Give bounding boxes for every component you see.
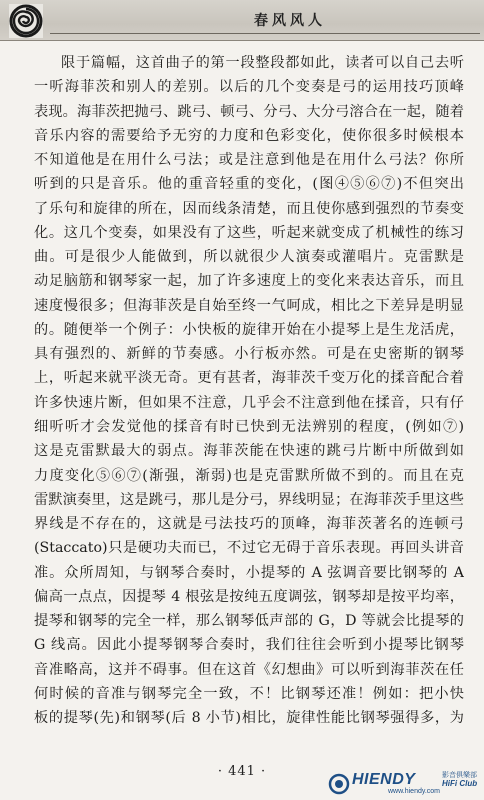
text-line: 何时候的音准与钢琴完全一致，不！比钢琴还准！例如：把小快 [34, 685, 464, 702]
text-line: 音准略高，这并不碍事。但在这首《幻想曲》可以听到海菲茨在任 [34, 661, 464, 678]
text-line: 细听听才会发觉他的揉音有时已快到无法辨别的程度，(例如⑦) [34, 418, 464, 435]
text-line: 不知道他是在用什么弓法；或是注意到他是在用什么弓法？你所 [34, 152, 464, 169]
swirl-logo-icon [9, 4, 43, 38]
text-line: 上，听起来就平淡无奇。更有甚者，海菲茨千变万化的揉音配合着 [34, 370, 464, 387]
text-line: 动足脑筋和钢琴家一起，加了许多速度上的变化来表达音乐，而且 [34, 273, 464, 290]
text-line: 曲。可是很少人能做到，所以就很少人演奏或灌唱片。克雷默是 [34, 249, 464, 266]
text-line: 许多快速片断，但如果不注意，几乎会不注意到他在揉音，只有仔 [34, 394, 464, 411]
hiendy-watermark [328, 770, 478, 796]
page-number: · 441 · [217, 764, 267, 779]
page-header [0, 0, 484, 41]
text-line: 具有强烈的、新鲜的节奏感。小行板亦然。可是在史密斯的钢琴 [34, 346, 464, 363]
text-line: 化。这几个变奏，如果没有了这些，听起来就变成了机械性的练习 [34, 224, 464, 241]
text-line: 雷默演奏里，这是跳弓，那儿是分弓，界线明显；在海菲茨手里这些 [34, 491, 464, 508]
text-line: 的。随便举一个例子：小快板的旋律开始在小提琴上是生龙活虎， [34, 321, 464, 338]
text-line: 速度慢很多；但海菲茨是自始至终一气呵成，相比之下差异是明显 [34, 297, 464, 314]
header-rule [50, 33, 480, 34]
text-line: 这是克雷默最大的弱点。海菲茨能在快速的跳弓片断中所做到如 [34, 443, 464, 460]
text-line: 听到的只是音乐。他的重音轻重的变化，(图④⑤⑥⑦)不但突出 [34, 176, 464, 193]
text-line: 准。众所周知，与钢琴合奏时，小提琴的 A 弦调音要比钢琴的 A [34, 564, 464, 581]
watermark-url: www.hiendy.com [388, 788, 441, 795]
text-line: G 线高。因此小提琴钢琴合奏时，我们往往会听到小提琴比钢琴 [34, 637, 464, 654]
watermark-sub: HiFi Club [442, 779, 478, 788]
hiendy-logo-icon [328, 773, 350, 795]
watermark-brand: HIENDY [352, 771, 416, 788]
text-line: 提琴和钢琴的完全一样，那么钢琴低声部的 G，D 等就会比提琴的 [34, 613, 464, 630]
watermark-cn: 影音俱樂部 [442, 771, 477, 779]
text-line: 了乐句和旋律的所在，因而线条清楚，而且使你感到强烈的节奏变 [34, 200, 464, 217]
text-line: 偏高一点点，因提琴 4 根弦是按纯五度调弦，钢琴却是按平均率， [34, 588, 464, 605]
text-line: 一听海菲茨和别人的差别。以后的几个变奏是弓的运用技巧顶峰 [34, 79, 464, 96]
text-line: 限于篇幅，这首曲子的第一段整段都如此，读者可以自己去听 [61, 55, 464, 71]
text-line: 板的提琴(先)和钢琴(后 8 小节)相比，旋律性能比钢琴强得多，为 [34, 710, 464, 727]
text-line: (Staccato)只是硬功夫而已，不过它无碍于音乐表现。再回头讲音 [34, 540, 464, 557]
running-head-title: 春风风人 [254, 13, 326, 29]
body-text [34, 51, 464, 730]
text-line: 界线是不存在的，这就是弓法技巧的顶峰，海菲茨著名的连顿弓 [34, 516, 464, 533]
text-line: 音乐内容的需要给予无穷的力度和色彩变化，使你很多时候根本 [34, 127, 464, 144]
text-line: 表现。海菲茨把抛弓、跳弓、顿弓、分弓、大分弓溶合在一起，随着 [34, 103, 464, 120]
text-line: 力度变化⑤⑥⑦(渐强，渐弱)也是克雷默所做不到的。而且在克 [34, 467, 464, 484]
